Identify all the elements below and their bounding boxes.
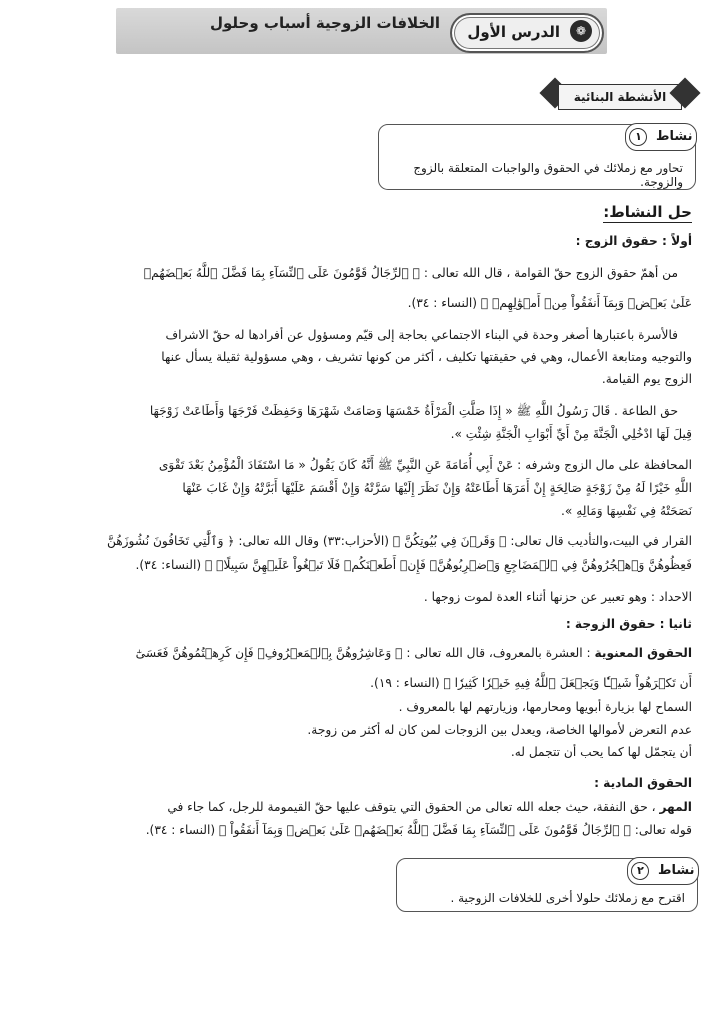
paragraph-line: المحافظة على مال الزوج وشرفه : عَنْ أَبِي أُمَامَةَ عَنِ النَّبِيِّ ﷺ أَنَّهُ كَانَ يَقُولُ « مَا اسْتَفَادَ الْمُؤْمِنُ بَعْدَ تَقْوَى	[158, 458, 692, 472]
paragraph-line: من أهمّ حقوق الزوج حقّ القوامة ، قال الله تعالى : ﴿ ٱلرِّجَالُ قَوَّٰمُونَ عَلَى ٱلنِّسَآءِ بِمَا فَضَّلَ ٱللَّهُ بَعۡضَهُمۡ	[143, 266, 678, 280]
activity-2-number: ٢	[631, 862, 649, 880]
paragraph-line: عدم التعرض لأموالها الخاصة، ويعدل بين الزوجات لمن كان له أكثر من زوجة.	[307, 723, 692, 737]
moral-rights-label: الحقوق المعنوية	[594, 646, 692, 660]
lesson-badge	[450, 13, 604, 53]
material-rights-heading: الحقوق المادية :	[594, 776, 692, 790]
lesson-number-label: الدرس الأول	[467, 23, 560, 41]
activity-2-text: اقترح مع زملائك حلولا أخرى للخلافات الزوجية .	[450, 891, 685, 905]
husband-rights-heading: أولاً : حقوق الزوج :	[575, 234, 692, 248]
paragraph-line: قِيلَ لَهَا ادْخُلِي الْجَنَّةَ مِنْ أَيِّ أَبْوَابِ الْجَنَّةِ شِئْتِ ».	[450, 427, 692, 441]
paragraph-line	[167, 800, 692, 814]
paragraph-line: الزوج يوم القيامة.	[601, 372, 692, 386]
flower-ornament-icon: ❁	[570, 20, 592, 42]
activity-2-box	[396, 858, 698, 912]
activities-section-label: الأنشطة البنائية	[544, 80, 696, 114]
activity-1-tab	[625, 123, 697, 151]
paragraph-line: القرار في البيت،والتأديب قال تعالى: ﴿ وَقَرۡنَ فِي بُيُوتِكُنَّ ﴾ (الأحزاب:٣٣) وقال الله تعالى: ﴿ وَٱلَّٰتِي تَخَافُونَ نُشُوزَهُنَّ	[106, 534, 692, 548]
paragraph-line: الاحداد : وهو تعبير عن حزنها أثناء العدة لموت زوجها .	[423, 590, 692, 604]
activity-1-number: ١	[629, 128, 647, 146]
paragraph-line: قوله تعالى: ﴿ ٱلرِّجَالُ قَوَّٰمُونَ عَلَى ٱلنِّسَآءِ بِمَا فَضَّلَ ٱللَّهُ بَعۡضَهُمۡ عَلَىٰ بَعۡضٖ وَبِمَآ أَنفَقُواْ ﴾ (النساء : ٣٤).	[145, 823, 692, 837]
moral-rights-text: : العشرة بالمعروف، قال الله تعالى : ﴿ وَعَاشِرُوهُنَّ بِٱلۡمَعۡرُوفِۚ فَإِن كَرِهۡتُمُوهُنَّ فَعَسَىٰٓ	[135, 646, 591, 660]
activity-1-text: تحاور مع زملائك في الحقوق والواجبات المتعلقة بالزوج والزوجة.	[413, 161, 683, 189]
paragraph-line: فالأسرة باعتبارها أصغر وحدة في البناء الاجتماعي بحاجة إلى قيّم ومسؤول عن أفرادها له حقّ الاشراف	[165, 328, 678, 342]
activity-2-tab	[627, 857, 699, 885]
paragraph-line: عَلَىٰ بَعۡضٖ وَبِمَآ أَنفَقُواْ مِنۡ أَمۡوَٰلِهِمۡ ﴾ (النساء : ٣٤).	[407, 296, 692, 310]
paragraph-line: نَصَحَتْهُ فِي نَفْسِهَا وَمَالِهِ ».	[561, 504, 692, 518]
dowry-label: المهر	[659, 800, 692, 814]
lesson-topic-title: الخلافات الزوجية أسباب وحلول	[210, 14, 441, 32]
activity-1-box	[378, 124, 696, 190]
paragraph-line: حق الطاعة . قَالَ رَسُولُ اللَّهِ ﷺ « إِذَا صَلَّتِ الْمَرْأَةُ خَمْسَهَا وَصَامَتْ شَهْرَهَا وَحَفِظَتْ فَرْجَهَا وَأَطَاعَتْ زَوْجَهَا	[149, 404, 678, 418]
wife-rights-heading: ثانيا : حقوق الزوجة :	[565, 617, 692, 631]
paragraph-line: أَن تَكۡرَهُواْ شَيۡـٔٗا وَيَجۡعَلَ ٱللَّهُ فِيهِ خَيۡرٗا كَثِيرٗا ﴾ (النساء : ١٩).	[370, 676, 692, 690]
paragraph-line: أن يتجمّل لها كما يحب أن تتجمل له.	[510, 745, 692, 759]
paragraph-line: اللَّهِ خَيْرًا لَهُ مِنْ زَوْجَةٍ صَالِحَةٍ إِنْ أَمَرَهَا أَطَاعَتْهُ وَإِنْ نَظَرَ إِلَيْهَا سَرَّتْهُ وَإِنْ أَقْسَمَ عَلَيْهَا أَبَرَّتْهُ وَإِنْ غَابَ عَنْهَا	[182, 481, 692, 495]
solution-title: حل النشاط:	[603, 203, 692, 221]
activity-1-label: نشاط	[656, 129, 693, 144]
dowry-text: ، حق النفقة، حيث جعله الله تعالى من الحقوق التي يتوقف عليها حقّ القيمومة للرجل، كما جاء في	[167, 800, 656, 814]
paragraph-line: السماح لها بزيارة أبويها ومحارمها، وزيارتهم لها بالمعروف .	[398, 700, 692, 714]
paragraph-line: فَعِظُوهُنَّ وَٱهۡجُرُوهُنَّ فِي ٱلۡمَضَاجِعِ وَٱضۡرِبُوهُنَّۖ فَإِنۡ أَطَعۡنَكُمۡ فَلَا تَبۡغُواْ عَلَيۡهِنَّ سَبِيلًاۗ ﴾ (النساء: ٣٤).	[135, 558, 692, 572]
paragraph-line	[136, 646, 692, 660]
activity-2-label: نشاط	[658, 863, 695, 878]
paragraph-line: والتوجيه ومتابعة الأعمال، وهي في حقيقتها تكليف ، أكثر من كونها تشريف ، وهي مسؤولية ثقيلة يسأل عنها	[161, 350, 692, 364]
